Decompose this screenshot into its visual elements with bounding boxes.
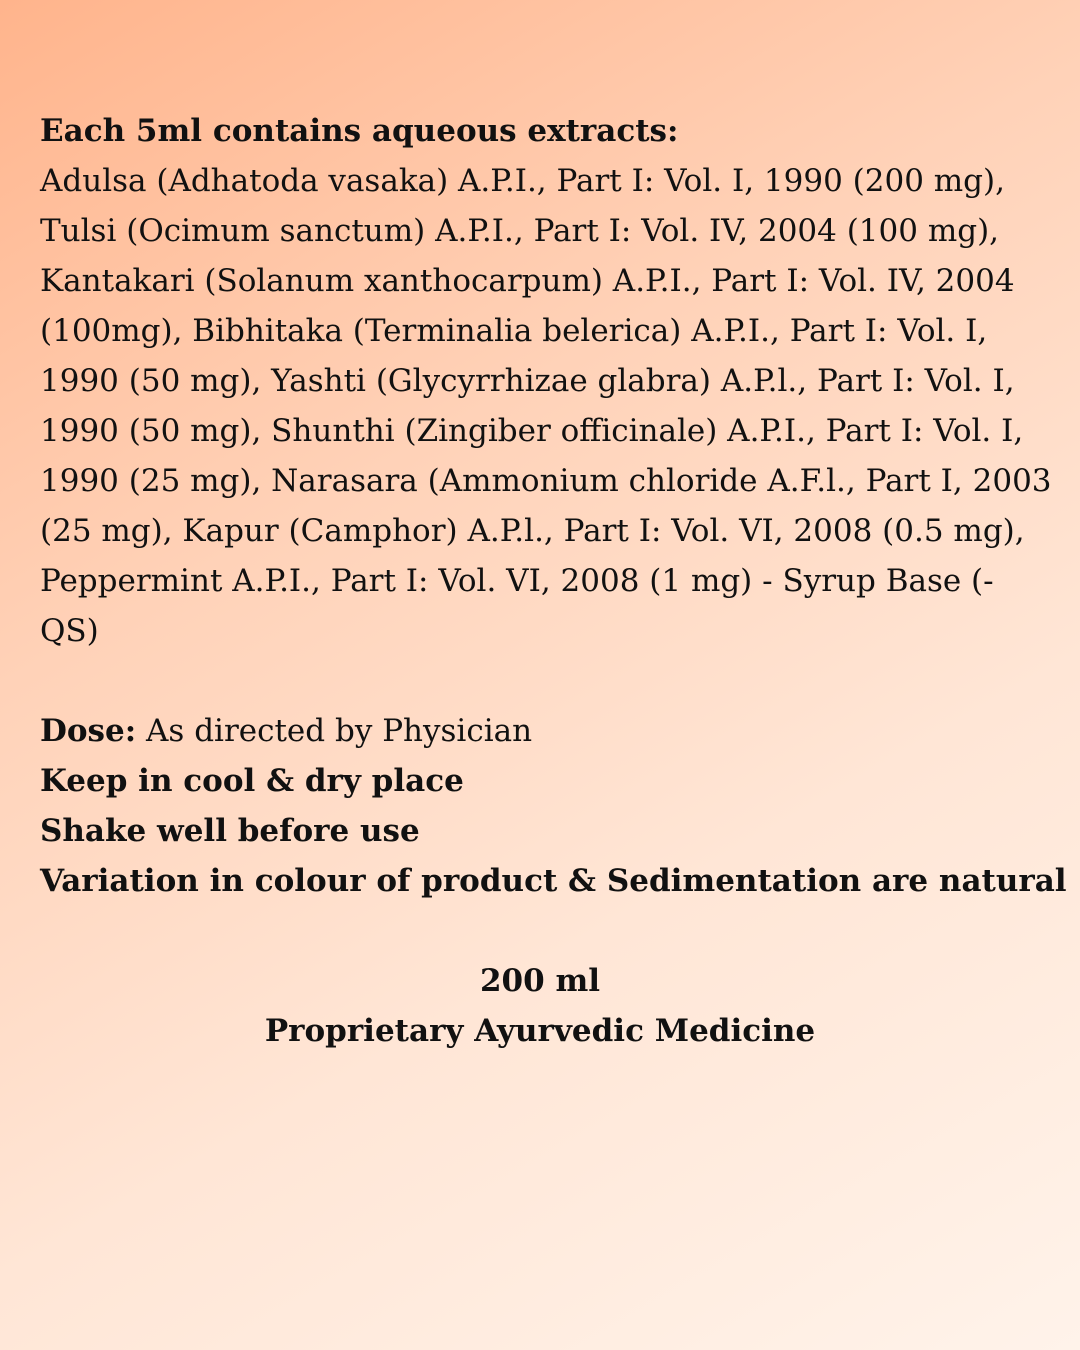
label-text-block	[40, 106, 1067, 906]
ingredient-line: 1990 (50 mg), Yashti (Glycyrrhizae glabra) A.P.l., Part I: Vol. I,	[40, 363, 1015, 399]
ingredient-line: Adulsa (Adhatoda vasaka) A.P.I., Part I: Vol. I, 1990 (200 mg),	[40, 163, 1005, 199]
spacer	[40, 656, 1040, 706]
dose-line	[40, 706, 1040, 756]
ingredients-paragraph	[40, 156, 1052, 656]
volume-label: 200 ml	[479, 963, 601, 999]
ingredient-line: QS)	[40, 613, 99, 649]
product-category: Proprietary Ayurvedic Medicine	[264, 1013, 816, 1049]
ingredient-line: Kantakari (Solanum xanthocarpum) A.P.I., Part I: Vol. IV, 2004	[40, 263, 1015, 299]
ingredient-line: 1990 (25 mg), Narasara (Ammonium chloride A.F.l., Part I, 2003	[40, 463, 1052, 499]
dose-label: Dose:	[40, 713, 137, 749]
ingredient-line: (100mg), Bibhitaka (Terminalia belerica) A.P.I., Part I: Vol. I,	[40, 313, 988, 349]
dose-value: As directed by Physician	[136, 713, 533, 749]
storage-instruction: Keep in cool & dry place	[40, 763, 464, 799]
variation-note: Variation in colour of product & Sedimentation are natural	[40, 863, 1067, 899]
ingredient-line: 1990 (50 mg), Shunthi (Zingiber officinale) A.P.I., Part I: Vol. I,	[40, 413, 1024, 449]
product-footer	[0, 956, 1080, 1056]
composition-heading: Each 5ml contains aqueous extracts:	[40, 113, 679, 149]
ingredient-line: Peppermint A.P.I., Part I: Vol. VI, 2008 (1 mg) - Syrup Base (-	[40, 563, 994, 599]
ingredient-line: (25 mg), Kapur (Camphor) A.P.l., Part I: Vol. VI, 2008 (0.5 mg),	[40, 513, 1025, 549]
ingredient-line: Tulsi (Ocimum sanctum) A.P.I., Part I: Vol. IV, 2004 (100 mg),	[40, 213, 1000, 249]
shake-instruction: Shake well before use	[40, 813, 420, 849]
